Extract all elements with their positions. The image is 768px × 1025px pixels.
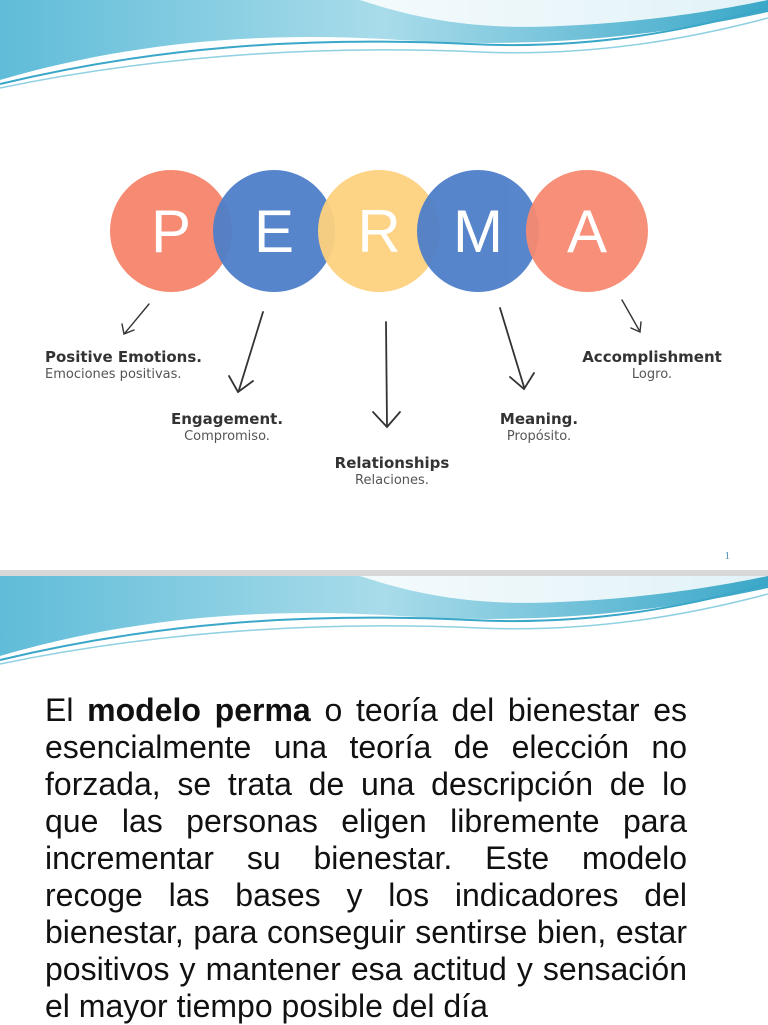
body-paragraph bbox=[45, 692, 687, 1025]
circle-e: E bbox=[213, 170, 335, 292]
circle-r: R bbox=[318, 170, 440, 292]
arrow-relationships-icon bbox=[373, 322, 400, 427]
arrow-accomplishment-icon bbox=[622, 300, 641, 332]
label-positive-emotions: Positive Emotions. Emociones positivas. bbox=[45, 348, 202, 382]
paragraph-bold-term: modelo perma bbox=[87, 692, 311, 728]
arrow-engagement-icon bbox=[229, 312, 263, 392]
label-relationships: Relationships Relaciones. bbox=[334, 454, 450, 488]
circle-m: M bbox=[417, 170, 539, 292]
label-meaning: Meaning. Propósito. bbox=[499, 410, 579, 444]
header-swoosh-decoration bbox=[0, 0, 768, 95]
label-engagement: Engagement. Compromiso. bbox=[170, 410, 284, 444]
arrow-meaning-icon bbox=[500, 308, 534, 389]
paragraph-intro: El bbox=[45, 692, 74, 728]
arrow-positive-icon bbox=[122, 304, 149, 334]
paragraph-text: o teoría del bienestar es esencialmente una teoría de elección no forzada, se trata de una descripción de lo que las personas eligen libremente para incrementar su bienestar. Este modelo recoge las bases y los indicadores del bienestar, para conseguir sentirse bien, estar positivos y mantener esa actitud y sensación el mayor tiempo posible del día bbox=[45, 692, 688, 1024]
header-swoosh-decoration bbox=[0, 576, 768, 671]
page-number: 1 bbox=[724, 550, 730, 562]
circle-a: A bbox=[526, 170, 648, 292]
perma-figure bbox=[7, 90, 761, 535]
label-accomplishment: Accomplishment Logro. bbox=[582, 348, 722, 382]
circle-p: P bbox=[110, 170, 232, 292]
